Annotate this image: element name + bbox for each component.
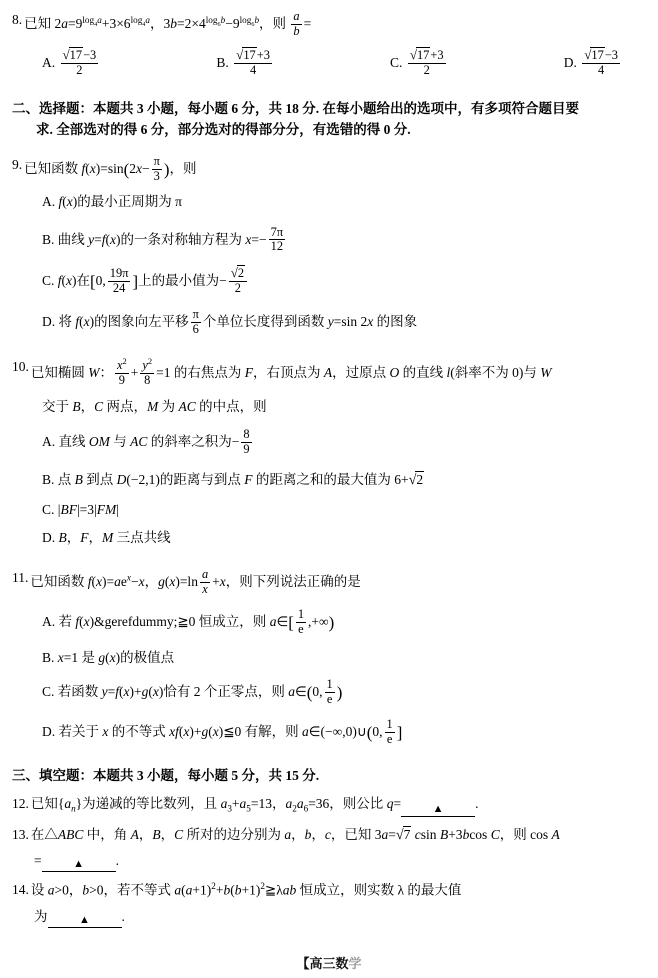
question-9-option-b[interactable]: B. 曲线 y=f(x)的一条对称轴方程为 x=− $\frac{7\pi}{12}$ (42, 224, 284, 254)
question-13-text: 在△ABC 中，角 A，B，C 所对的边分别为 a，b，c，已知 3a=√7 csin B+3bcos C，则 cos A (30, 826, 560, 843)
footer-text-faded: 学 (348, 956, 362, 971)
answer-blank-14[interactable]: ▲ (48, 913, 122, 928)
question-10-stem-line2: 交于 B，C 两点，M 为 AC 的中点，则 (42, 398, 267, 414)
section-3-title: 三、填空题： (12, 767, 93, 783)
question-10-option-b[interactable]: B. 点 B 到点 D(−2,1)的距离与到点 F 的距离之和的最大值为 6+√2 (42, 471, 424, 488)
question-9-option-c[interactable]: C. f(x)在[0, $\frac{19\pi}{24}$ ]上的最小值为− $\frac{√2}{2}$ (42, 266, 644, 296)
question-10-option-c[interactable]: C. |BF|=3|FM| (42, 501, 119, 517)
question-14-number: 14. (12, 882, 29, 898)
section-2-desc-line1: 本题共 3 小题，每小题 6 分，共 18 分. 在每小题给出的选项中，有多项符合题目要 (93, 100, 579, 116)
question-10-number: 10. (12, 359, 29, 374)
option-c[interactable]: C. $\frac{√17+3}{2}$ (390, 46, 444, 77)
question-9-option-a[interactable]: A. f(x)的最小正周期为 π (42, 193, 182, 209)
footer-text: 【高三数 (296, 956, 349, 971)
option-d[interactable]: D. $\frac{√17-3}{4}$ (563, 46, 618, 77)
section-2-heading (12, 98, 646, 141)
question-10-option-d[interactable]: D. B，F，M 三点共线 (42, 529, 171, 545)
question-10-text: 已知椭圆 W： $\frac{x^2}{9}$ + $\frac{y^2}{8}$ =1 的右焦点为 F，右顶点为 A，过原点 O 的直线 l(斜率不为 0)与 W (30, 356, 552, 388)
question-8-options (42, 48, 622, 78)
option-b[interactable]: B. $\frac{√17+3}{4}$ (216, 46, 270, 77)
question-13 (12, 825, 644, 872)
question-12 (12, 794, 644, 816)
question-8-text: 已知 $2a=9^{log_4a}+3\times 6^{log_4a}$，$3b=2\times 4^{log_6b}-9^{log_6b}$，则 $\frac{a}{b}$ = (24, 9, 312, 38)
page-footer (0, 953, 658, 972)
question-8-number: 8. (12, 12, 23, 27)
question-12-number: 12. (12, 796, 29, 812)
question-11-text: 已知函数 $f(x)=ae^x-x$，g(x)=ln $\frac{a}{x}$ +x，则下列说法正确的是 (30, 566, 361, 596)
question-10 (12, 357, 644, 550)
exam-page (0, 10, 658, 978)
answer-blank-13[interactable]: ▲ (42, 857, 116, 872)
question-14 (12, 880, 644, 928)
question-13-number: 13. (12, 826, 29, 842)
question-9-stem (12, 155, 644, 184)
question-11-option-c[interactable]: C. 若函数 y=f(x)+g(x)恰有 2 个正零点，则 a∈(0, $\frac{1}{e}$ ) (42, 677, 343, 707)
question-9 (12, 155, 644, 337)
question-11-stem (12, 568, 644, 597)
question-11-number: 11. (12, 569, 29, 585)
question-11 (12, 568, 644, 747)
section-3-desc: 本题共 3 小题，每小题 5 分，共 15 分. (93, 767, 320, 783)
question-10-option-a[interactable]: A. 直线 OM 与 AC 的斜率之积为− $\frac{8}{9}$ (42, 426, 250, 456)
question-14-line2: 为 ▲ . (34, 908, 125, 926)
question-11-option-a[interactable]: A. 若 f(x)&gerefdummy;≧0 恒成立，则 a∈[ $\frac{1}{e}$ ,+∞) (42, 607, 335, 637)
question-8 (12, 10, 644, 78)
question-11-option-d[interactable]: D. 若关于 x 的不等式 xf(x)+g(x)≦0 有解，则 a∈(−∞,0)∪(0, $\frac{1}{e}$ ] (42, 717, 403, 746)
section-2-title: 二、选择题： (12, 100, 93, 116)
question-13-line2: = ▲ . (34, 853, 119, 871)
question-10-stem (12, 357, 644, 388)
question-11-option-b[interactable]: B. x=1 是 g(x)的极值点 (42, 650, 175, 666)
answer-blank-12[interactable]: ▲ (401, 802, 475, 817)
question-8-stem (12, 10, 644, 39)
question-9-number: 9. (12, 156, 23, 172)
question-14-text: 设 a>0，b>0，若不等式 $a(a+1)^2+b(b+1)^2≧\lambda ab$ 恒成立，则实数 λ 的最大值 (30, 881, 462, 898)
section-2-desc-line2: 求. 全部选对的得 6 分，部分选对的得部分分，有选错的得 0 分. (36, 122, 411, 138)
question-9-option-d[interactable]: D. 将 f(x)的图象向左平移 $\frac{\pi}{6}$ 个单位长度得到函数 y=sin 2x 的图象 (42, 307, 418, 337)
option-a[interactable]: A. $\frac{√17-3}{2}$ (42, 46, 97, 77)
question-12-text: 已知$\{a_n\}$为递减的等比数列，且 $a_3+a_5=13$，$a_2a_6=36$，则公比 q= ▲ . (30, 796, 479, 815)
section-3-heading (12, 765, 646, 787)
question-9-text: 已知函数 f(x)=sin(2x− $\frac{\pi}{3}$ )，则 (24, 153, 197, 183)
